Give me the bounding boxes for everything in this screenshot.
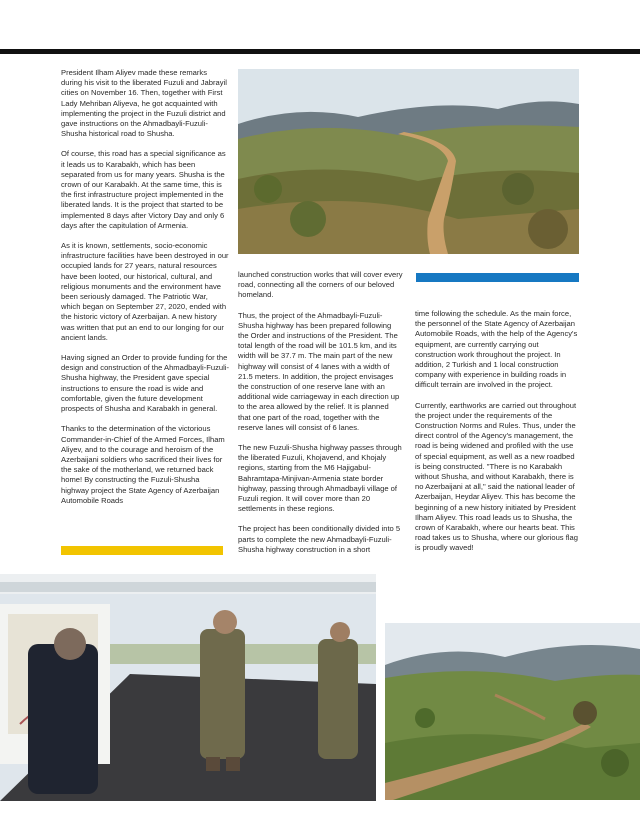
- site-visit-photo: [0, 574, 376, 801]
- blue-accent-bar: [416, 273, 579, 282]
- paragraph: Having signed an Order to provide funding for the design and construction of the Ahmadbayli-Fuzuli-Shusha highway, the President gave special instructions to ensure the road is wide and comfortable, given the future development prospects of Shusha and Karabakh in general.: [61, 353, 230, 414]
- paragraph: Currently, earthworks are carried out throughout the project under the requirements of the Construction Norms and Rules. Thus, under the direct control of the Agency's management, the road is being widened and profiled with the use of special equipment, as well as a new roadbed is being constructed. "There is no Karabakh without Shusha, and without Karabakh, there is no Azerbaijani at all," said the national leader of Azerbaijan, Heydar Aliyev. This has become the beginning of a new history initiated by President Ilham Aliyev. This road leads us to Shusha, the crown of Karabakh, where our hearts beat. This road takes us to Shusha, where our glorious flag is proudly waved!: [415, 400, 578, 553]
- article-column-1: [61, 68, 229, 516]
- paragraph: As it is known, settlements, socio-economic infrastructure facilities have been destroyed in our occupied lands for 27 years, natural resources have been looted, our historical, cultural, and religious monuments and the environment have been seriously damaged. The Patriotic War, which began on September 27, 2020, ended with the historic victory of Azerbaijan. A new history was written that put an end to our longing for our ancient lands.: [61, 241, 229, 342]
- road-aerial-photo: [238, 69, 579, 254]
- paragraph: launched construction works that will cover every road, connecting all the corners of our beloved homeland.: [238, 270, 403, 300]
- yellow-accent-bar: [61, 546, 223, 555]
- article-column-3: [415, 309, 581, 564]
- mountain-road-image: [385, 623, 640, 800]
- paragraph: The project has been conditionally divided into 5 parts to complete the new Ahmadbayli-Fuzuli-Shusha highway construction in a short: [238, 524, 401, 554]
- paragraph: The new Fuzuli-Shusha highway passes through the liberated Fuzuli, Khojavend, and Khojaly regions, starting from the M6 Hajigabul-Bahramtapa-Minjivan-Armenia state border highway, passing through Ahmadbayli village of Fuzuli region. It will cover more than 20 settlements in these regions.: [238, 443, 402, 514]
- paragraph: Thanks to the determination of the victorious Commander-in-Chief of the Armed Forces, Ilham Aliyev, and to the courage and heroism of the Azerbaijani soldiers who sacrificed their lives for the sake of the motherland, we returned back home! By constructing the Fuzuli-Shusha highway project the State Agency of Azerbaijan Automobile Roads: [61, 424, 225, 505]
- top-rule: [0, 49, 640, 54]
- site-visit-image: [0, 574, 376, 801]
- road-aerial-image: [238, 69, 579, 254]
- mountain-road-photo: [385, 623, 640, 800]
- paragraph: time following the schedule. As the main force, the personnel of the State Agency of Azerbaijan Automobile Roads, with the help of the Agency's equipment, are currently carrying out construction work throughout the project. In addition, 2 Turkish and 1 local construction company with experience in building roads in difficult terrain are involved in the project.: [415, 309, 578, 390]
- paragraph: President Ilham Aliyev made these remarks during his visit to the liberated Fuzuli and Jabrayil cities on November 16. Then, together with First Lady Mehriban Aliyeva, he got acquainted with implementing the project in the Fuzuli district and gave instructions on the Ahmadbayli-Fuzuli-Shusha historical road to Shusha.: [61, 68, 227, 139]
- paragraph: Thus, the project of the Ahmadbayli-Fuzuli-Shusha highway has been prepared following the Order and instructions of the President. The total length of the road will be 101.5 km, and its width will be 37.7 m. The main part of the new highway will consist of 4 lanes with a width of 21.5 meters. In addition, the project envisages the construction of one reserve lane with an additional wide carriageway in each direction up to the area allowed by the relief. It is planned that one part of the road, together with the reserve lanes will consist of 6 lanes.: [238, 310, 400, 432]
- paragraph: Of course, this road has a special significance as it leads us to Karabakh, which has been separated from us for many years. Shusha is the crown of our Karabakh. At the same time, this is the first infrastructure project implemented in the liberated lands. It is the project that started to be implemented 8 days after Victory Day and only 6 days after the capitulation of Armenia.: [61, 149, 226, 230]
- article-column-2: [238, 270, 403, 565]
